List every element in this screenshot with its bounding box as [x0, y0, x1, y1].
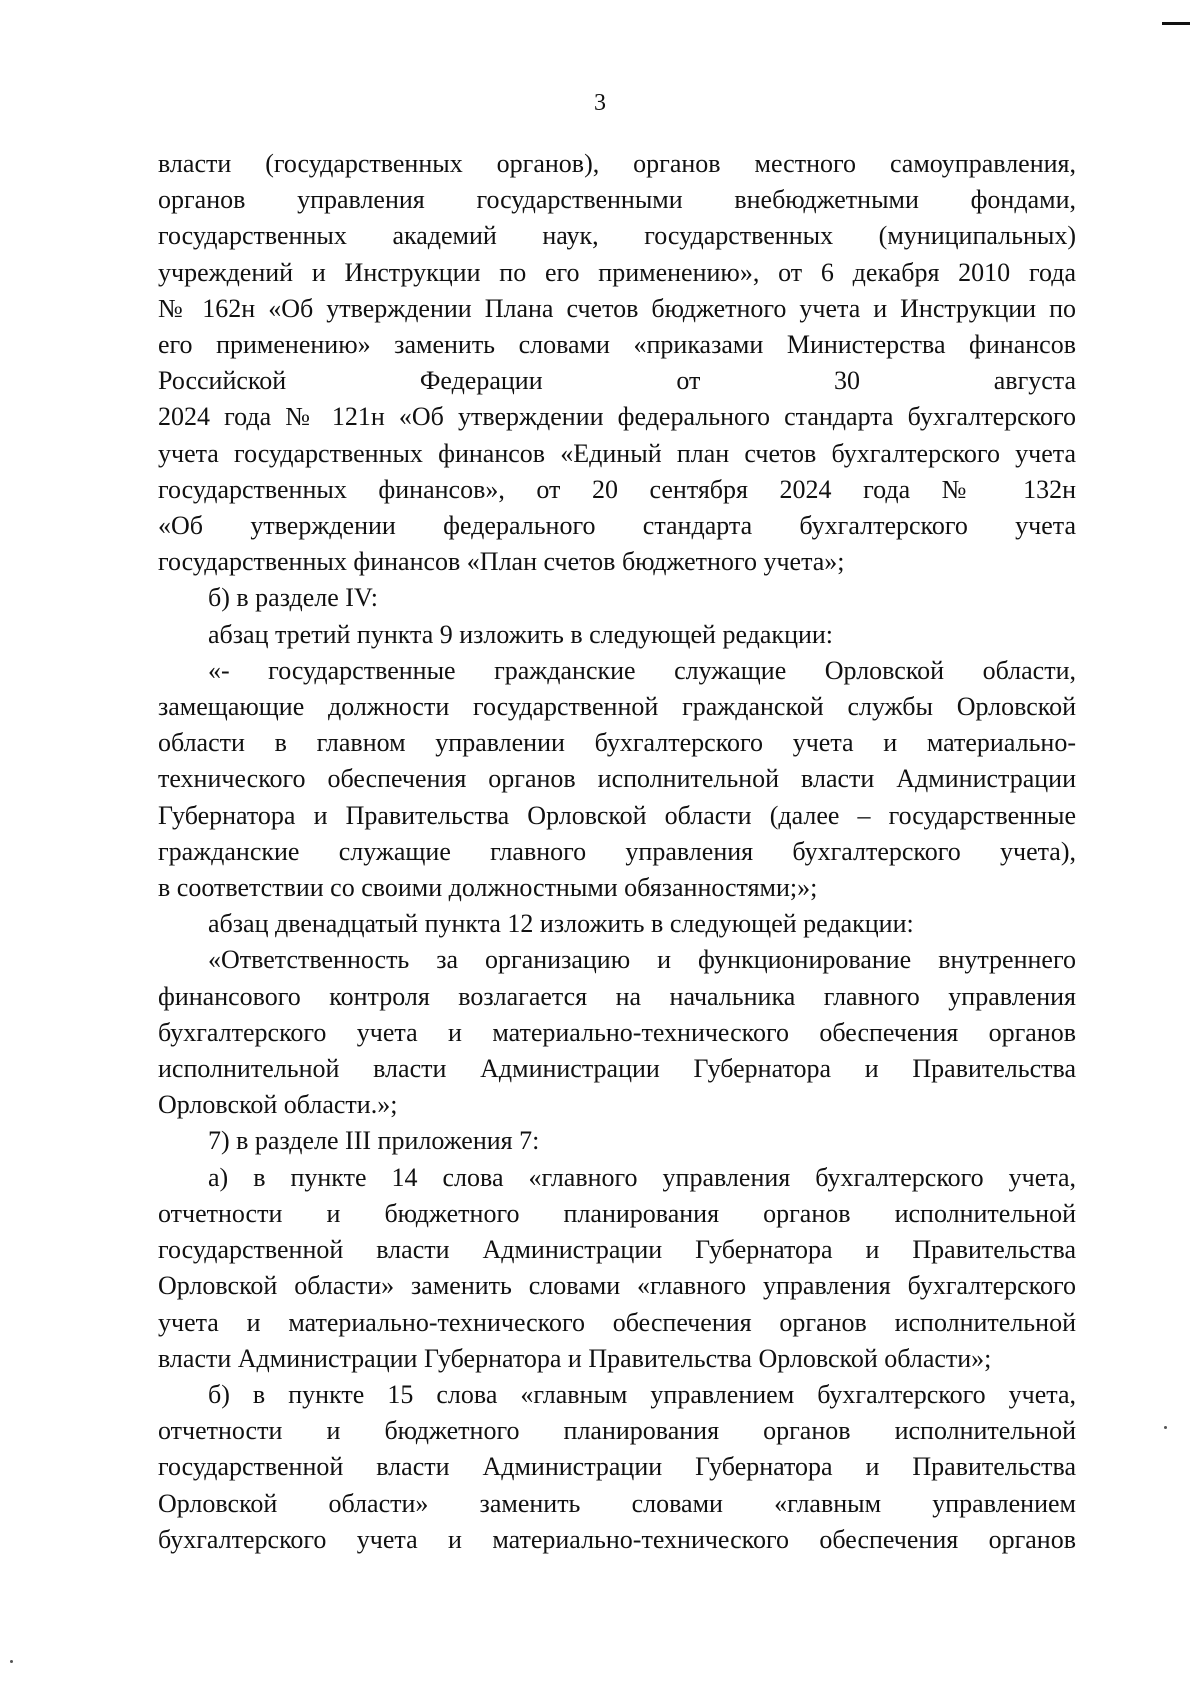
text-line: Российской Федерации от 30 августа [158, 366, 1076, 396]
text-line: его применению» заменить словами «приказами Министерства финансов [158, 330, 1076, 360]
text-line: бухгалтерского учета и материально-технического обеспечения органов [158, 1017, 1076, 1047]
text-line: 2024 года № 121н «Об утверждении федерального стандарта бухгалтерского [158, 402, 1076, 432]
paragraph [158, 146, 1076, 580]
text-line: Орловской области» заменить словами «главного управления бухгалтерского [158, 1271, 1076, 1301]
paragraph [158, 942, 1076, 1123]
paragraph [158, 1123, 1076, 1159]
text-line: б) в разделе IV: [208, 583, 379, 613]
page-number: 3 [594, 90, 606, 116]
text-line: отчетности и бюджетного планирования органов исполнительной [158, 1416, 1076, 1446]
text-line: абзац двенадцатый пункта 12 изложить в следующей редакции: [208, 909, 914, 939]
text-line: бухгалтерского учета и материально-технического обеспечения органов [158, 1524, 1076, 1554]
paragraph [158, 1160, 1076, 1377]
paragraph [158, 1377, 1076, 1558]
text-line: Губернатора и Правительства Орловской области (далее – государственные [158, 800, 1076, 830]
text-line: а) в пункте 14 слова «главного управления бухгалтерского учета, [208, 1162, 1076, 1192]
text-line: финансового контроля возлагается на начальника главного управления [158, 981, 1076, 1011]
text-line: государственных финансов», от 20 сентября 2024 года № 132н [158, 474, 1076, 504]
text-line: учета и материально-технического обеспечения органов исполнительной [158, 1307, 1076, 1337]
page-corner-mark [1162, 22, 1190, 25]
text-line: абзац третий пункта 9 изложить в следующей редакции: [208, 619, 834, 649]
text-line: гражданские служащие главного управления бухгалтерского учета), [158, 836, 1076, 866]
text-line: замещающие должности государственной гражданской службы Орловской [158, 692, 1076, 722]
text-line: области в главном управлении бухгалтерского учета и материально- [158, 728, 1076, 758]
text-line: учреждений и Инструкции по его применению», от 6 декабря 2010 года [158, 257, 1076, 287]
text-line: № 162н «Об утверждении Плана счетов бюджетного учета и Инструкции по [158, 293, 1076, 323]
text-line: технического обеспечения органов исполнительной власти Администрации [158, 764, 1076, 794]
text-line: государственных академий наук, государственных (муниципальных) [158, 221, 1076, 251]
paragraph [158, 617, 1076, 653]
text-line: 7) в разделе III приложения 7: [208, 1126, 540, 1156]
text-line: Орловской области.»; [158, 1090, 398, 1120]
text-line: власти (государственных органов), органов местного самоуправления, [158, 149, 1076, 178]
text-line: в соответствии со своими должностными обязанностями;»; [158, 873, 818, 903]
text-line: власти Администрации Губернатора и Правительства Орловской области»; [158, 1343, 992, 1373]
text-line: государственной власти Администрации Губернатора и Правительства [158, 1235, 1076, 1265]
text-line: исполнительной власти Администрации Губернатора и Правительства [158, 1054, 1076, 1084]
text-line: «Об утверждении федерального стандарта бухгалтерского учета [158, 511, 1076, 541]
text-line: Орловской области» заменить словами «главным управлением [158, 1488, 1076, 1518]
paragraph [158, 653, 1076, 906]
scan-speck [10, 1660, 13, 1663]
text-line: «Ответственность за организацию и функционирование внутреннего [208, 945, 1076, 975]
paragraph [158, 906, 1076, 942]
scan-speck [1164, 1426, 1167, 1429]
text-line: б) в пункте 15 слова «главным управлением бухгалтерского учета, [208, 1379, 1076, 1409]
paragraph [158, 580, 1076, 616]
text-line: государственной власти Администрации Губернатора и Правительства [158, 1452, 1076, 1482]
text-line: органов управления государственными внебюджетными фондами, [158, 185, 1076, 215]
text-line: «- государственные гражданские служащие Орловской области, [208, 655, 1076, 685]
document-body [158, 146, 1076, 1558]
text-line: государственных финансов «План счетов бюджетного учета»; [158, 547, 845, 577]
text-line: учета государственных финансов «Единый план счетов бухгалтерского учета [158, 438, 1076, 468]
text-line: отчетности и бюджетного планирования органов исполнительной [158, 1198, 1076, 1228]
